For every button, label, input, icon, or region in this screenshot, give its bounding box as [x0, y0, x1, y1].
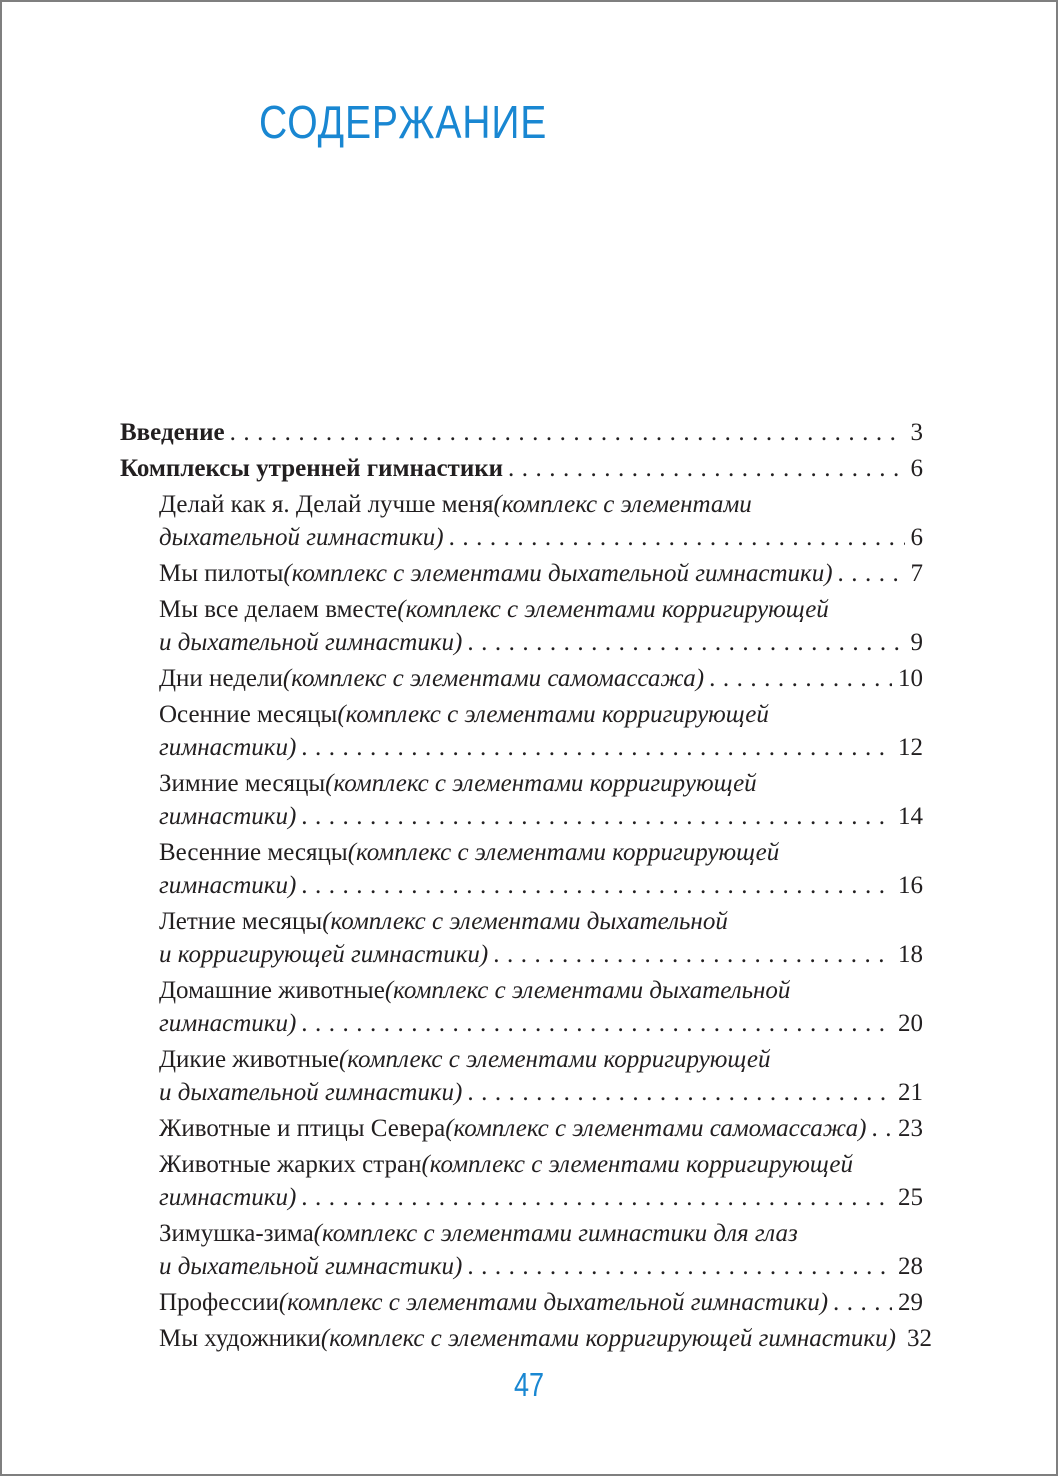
- toc-entry: [120, 1043, 923, 1109]
- toc-page-number: 25: [898, 1184, 923, 1211]
- dot-leader: [833, 1286, 892, 1319]
- toc-line: [120, 1322, 932, 1355]
- toc-page-number: 16: [898, 872, 923, 899]
- dot-leader: [709, 662, 892, 695]
- toc-line: [120, 662, 923, 695]
- toc-line: [120, 1250, 923, 1283]
- toc-line: [120, 1148, 923, 1181]
- dot-leader: [467, 626, 904, 659]
- toc-entry: [120, 905, 923, 971]
- toc-entry-subtitle: (комплекс с элементами корригирующей: [338, 1046, 771, 1073]
- dot-leader: [301, 800, 892, 833]
- toc-entry-title: Летние месяцы: [159, 908, 323, 935]
- toc-line: [120, 974, 923, 1007]
- toc-entry: [120, 488, 923, 554]
- toc-line: [120, 1112, 923, 1145]
- dot-leader: [493, 938, 892, 971]
- dot-leader: [467, 1250, 892, 1283]
- toc-entry: [120, 593, 923, 659]
- toc-entry-title: Мы все делаем вместе: [159, 596, 398, 623]
- toc-entry-title: Дни недели: [159, 665, 283, 692]
- toc-entry: [120, 1148, 923, 1214]
- toc-entry: [120, 1112, 923, 1145]
- toc-entry-title: Дикие животные: [159, 1046, 339, 1073]
- toc-entry-subtitle: (комплекс с элементами корригирующей: [421, 1151, 854, 1178]
- toc-entry-title: Весенние месяцы: [159, 839, 348, 866]
- dot-leader: [871, 1112, 892, 1145]
- toc-page-number: 28: [898, 1253, 923, 1280]
- toc-page-number: 14: [898, 803, 923, 830]
- toc-entry-subtitle: (комплекс с элементами корригирующей: [325, 770, 757, 797]
- toc-entry-subtitle: дыхательной гимнастики): [159, 524, 444, 551]
- toc-page-number: 32: [906, 1325, 932, 1352]
- toc-line: [120, 1043, 923, 1076]
- toc-entry-title: Домашние животные: [159, 977, 385, 1004]
- toc-page-number: 23: [898, 1115, 923, 1142]
- toc-line: [120, 698, 923, 731]
- toc-entry: [120, 662, 923, 695]
- toc-entry-subtitle: (комплекс с элементами корригирующей гимнастики): [320, 1325, 896, 1352]
- toc-entry-subtitle: и дыхательной гимнастики): [159, 1253, 463, 1280]
- toc-page-number: 6: [910, 524, 923, 551]
- toc-entry: [120, 1322, 932, 1355]
- page-title: СОДЕРЖАНИЕ: [259, 96, 548, 148]
- toc-line: [120, 836, 923, 869]
- toc-entry-subtitle: (комплекс с элементами: [493, 491, 752, 518]
- toc-entry-subtitle: (комплекс с элементами корригирующей: [347, 839, 780, 866]
- toc-entry-subtitle: и дыхательной гимнастики): [159, 629, 463, 656]
- toc-line: [120, 938, 923, 971]
- toc-line: [120, 452, 923, 485]
- toc-line: [120, 1007, 923, 1040]
- toc-page-number: 21: [898, 1079, 923, 1106]
- toc-entry-subtitle: и корригирующей гимнастики): [159, 941, 489, 968]
- dot-leader: [301, 1181, 892, 1214]
- toc-entry-title: Животные жарких стран: [159, 1151, 422, 1178]
- footer-page-number: 47: [513, 1366, 545, 1403]
- toc-entry-subtitle: (комплекс с элементами самомассажа): [282, 665, 705, 692]
- toc-page-number: 29: [898, 1289, 923, 1316]
- toc-line: [120, 869, 923, 902]
- toc-entry-subtitle: (комплекс с элементами дыхательной гимнастики): [278, 1289, 829, 1316]
- toc-entry: [120, 974, 923, 1040]
- toc-entry-subtitle: (комплекс с элементами корригирующей: [337, 701, 769, 728]
- toc-line: [120, 1076, 923, 1109]
- toc-entry: [120, 1217, 923, 1283]
- toc-entry-subtitle: гимнастики): [159, 734, 297, 761]
- toc-entry-subtitle: (комплекс с элементами дыхательной гимнастики): [283, 560, 833, 587]
- toc-line: [120, 905, 923, 938]
- toc-line: [120, 416, 923, 449]
- toc-entry-subtitle: (комплекс с элементами дыхательной: [384, 977, 791, 1004]
- toc-page-number: 10: [898, 665, 923, 692]
- dot-leader: [301, 1007, 892, 1040]
- toc-entry-subtitle: гимнастики): [159, 1184, 297, 1211]
- toc-entry: [120, 557, 923, 590]
- toc-entry-title: Мы художники: [159, 1325, 321, 1352]
- toc-line: [120, 800, 923, 833]
- toc-line: [120, 557, 923, 590]
- toc-entry: [120, 767, 923, 833]
- toc-line: [120, 731, 923, 764]
- toc-entry: [120, 1286, 923, 1319]
- toc-line: [120, 1217, 923, 1250]
- toc-entry-title: Зимушка-зима: [159, 1220, 314, 1247]
- toc-page-number: 9: [910, 629, 923, 656]
- dot-leader: [508, 452, 904, 485]
- dot-leader: [230, 416, 905, 449]
- toc-entry-title: Животные и птицы Севера: [159, 1115, 446, 1142]
- toc-entry-title: Зимние месяцы: [159, 770, 326, 797]
- toc-line: [120, 626, 923, 659]
- toc-entry-subtitle: (комплекс с элементами дыхательной: [322, 908, 728, 935]
- toc-line: [120, 1181, 923, 1214]
- dot-leader: [301, 869, 892, 902]
- dot-leader: [467, 1076, 892, 1109]
- toc-page-number: 7: [910, 560, 923, 587]
- toc-entry-title: Мы пилоты: [159, 560, 284, 587]
- toc-page-number: 12: [898, 734, 923, 761]
- toc-line: [120, 767, 923, 800]
- toc-line: [120, 1286, 923, 1319]
- toc-entry-subtitle: гимнастики): [159, 1010, 297, 1037]
- toc-entry: [120, 416, 923, 449]
- toc-entry-title: Введение: [120, 419, 225, 446]
- toc-entry: [120, 698, 923, 764]
- toc-list: [120, 416, 932, 1358]
- toc-line: [120, 593, 923, 626]
- toc-entry-subtitle: (комплекс с элементами корригирующей: [397, 596, 829, 623]
- toc-page-number: 6: [910, 455, 923, 482]
- dot-leader: [838, 557, 905, 590]
- toc-entry-subtitle: (комплекс с элементами гимнастики для глаз: [313, 1220, 798, 1247]
- toc-line: [120, 488, 923, 521]
- toc-entry: [120, 452, 923, 485]
- toc-entry-subtitle: и дыхательной гимнастики): [159, 1079, 463, 1106]
- toc-page-number: 18: [898, 941, 923, 968]
- toc-entry-subtitle: гимнастики): [159, 872, 297, 899]
- toc-entry: [120, 836, 923, 902]
- dot-leader: [301, 731, 892, 764]
- toc-entry-subtitle: гимнастики): [159, 803, 297, 830]
- toc-page-number: 3: [910, 419, 923, 446]
- toc-entry-title: Комплексы утренней гимнастики: [120, 455, 504, 482]
- toc-entry-title: Профессии: [159, 1289, 279, 1316]
- toc-page-number: 20: [898, 1010, 923, 1037]
- dot-leader: [449, 521, 905, 554]
- toc-entry-title: Делай как я. Делай лучше меня: [159, 491, 494, 518]
- toc-entry-title: Осенние месяцы: [159, 701, 338, 728]
- toc-entry-subtitle: (комплекс с элементами самомассажа): [445, 1115, 867, 1142]
- toc-line: [120, 521, 923, 554]
